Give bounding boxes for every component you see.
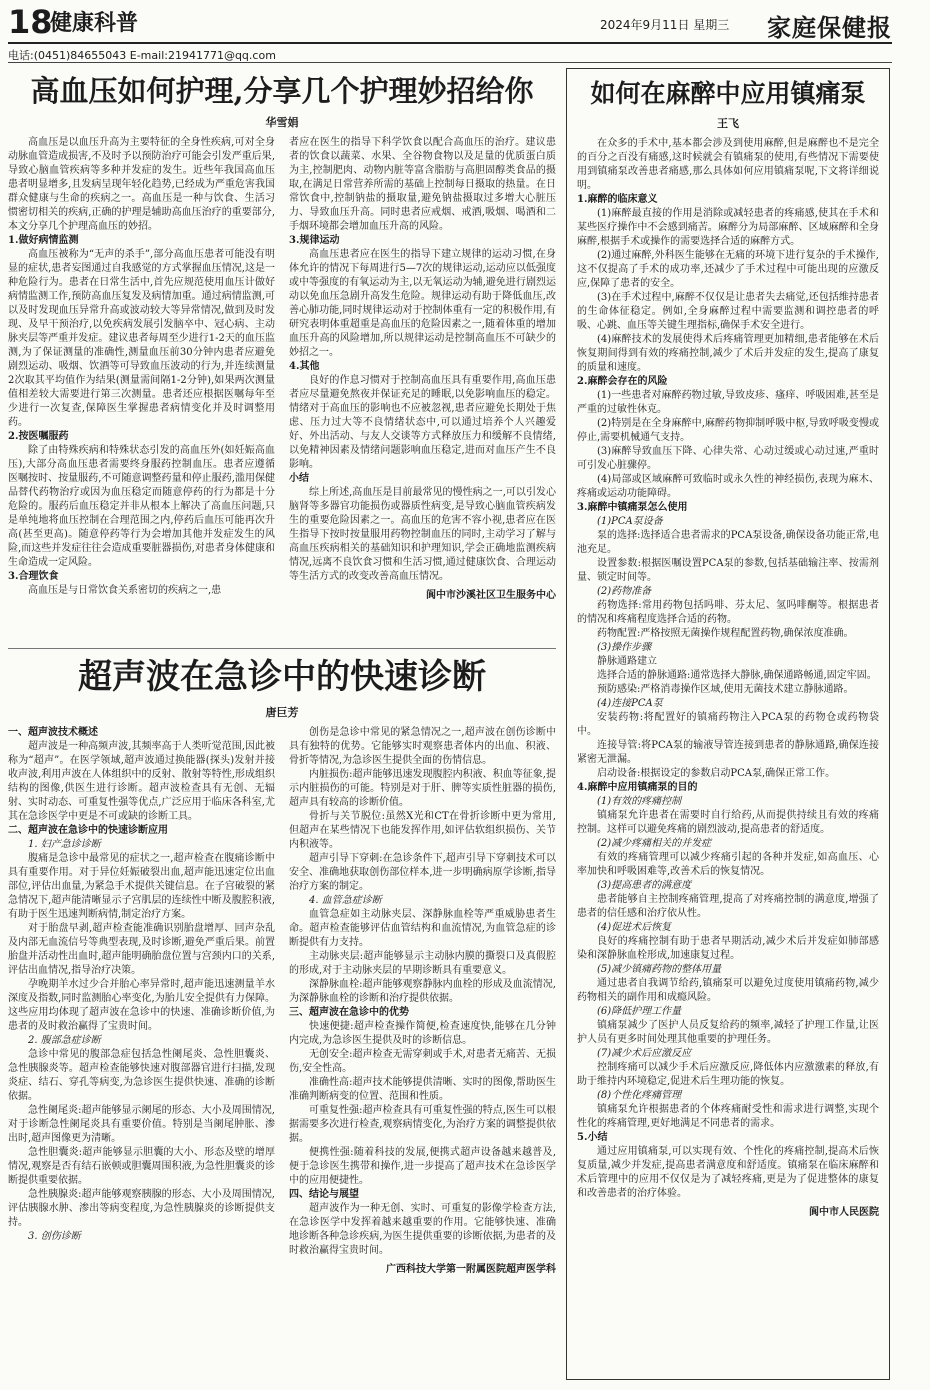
paragraph: 预防感染:严格消毒操作区域,使用无菌技术建立静脉通路。	[597, 684, 854, 695]
section-heading: 四、结论与展望	[289, 1189, 359, 1200]
subsection-heading: (6)降低护理工作量	[597, 1006, 682, 1017]
article-source: 阆中市沙溪社区卫生服务中心	[426, 590, 556, 601]
paragraph: 设置参数:根据医嘱设置PCA泵的参数,包括基础输注率、按需剂量、锁定时间等。	[577, 558, 879, 583]
section-heading: 二、超声波在急诊中的快速诊断应用	[8, 825, 168, 836]
paragraph: 主动脉夹层:超声能够显示主动脉内膜的撕裂口及真假腔的形成,对于主动脉夹层的早期诊断具有重要意义。	[289, 951, 556, 976]
paragraph: 深静脉血栓:超声能够观察静脉内血栓的形成及血流情况,为深静脉血栓的诊断和治疗提供依据。	[289, 979, 556, 1004]
section-heading: 一、超声波技术概述	[8, 727, 98, 738]
paragraph: 可重复性强:超声检查具有可重复性强的特点,医生可以根据需要多次进行检查,观察病情变化,为治疗方案的调整提供依据。	[289, 1105, 556, 1144]
paragraph: (1)一些患者对麻醉药物过敏,导致皮疹、瘙痒、呼吸困难,甚至是严重的过敏性休克。	[577, 390, 879, 415]
subsection-heading: (7)减少术后应激反应	[597, 1048, 692, 1059]
subsection-heading: (1)PCA泵设备	[597, 516, 663, 527]
newspaper-name: 家庭保健报	[767, 13, 892, 42]
subsection-heading: (1)有效的疼痛控制	[597, 796, 682, 807]
paragraph: 静脉通路建立	[597, 656, 657, 667]
paragraph: 安装药物:将配置好的镇痛药物注入PCA泵的药物仓或药物袋中。	[577, 712, 879, 737]
subsection-heading: 1. 妇产急诊诊断	[28, 839, 101, 850]
paragraph: 腹痛是急诊中最常见的症状之一,超声检查在腹痛诊断中具有重要作用。对于异位妊娠破裂出血,超声能迅速定位出血部位,评估出血量,为紧急手术提供关键信息。在子宫破裂的紧急情况下,超声能清晰显示子宫肌层的连续性中断及腹腔积液,有助于医生迅速判断病情,制定治疗方案。	[8, 853, 275, 920]
masthead-rule	[8, 42, 892, 44]
article-source: 广西科技大学第一附属医院超声医学科	[386, 1264, 556, 1275]
column-body	[289, 726, 556, 1258]
section-heading: 5.小结	[577, 1132, 608, 1143]
paragraph: 泵的选择:选择适合患者需求的PCA泵设备,确保设备功能正常,电池充足。	[577, 530, 879, 555]
paragraph: (1)麻醉最直接的作用是消除或减轻患者的疼痛感,使其在手术和某些医疗操作中不会感到痛苦。麻醉分为局部麻醉、区域麻醉和全身麻醉,根据手术或操作的需要选择合适的麻醉方式。	[577, 208, 879, 247]
paragraph: 者应在医生的指导下科学饮食以配合高血压的治疗。建议患者的饮食以蔬菜、水果、全谷物食物以及足量的优质蛋白质为主,控制肥肉、动物内脏等富含脂肪与高胆固醇类食品的摄取,在满足日常营养所需的基础上控制每日摄取的热量。在日常饮食中,控制钠盐的摄取量,避免钠盐摄取过多增大心脏压力、导致血压升高。同时患者应戒烟、戒酒,吸烟、喝酒和二手烟环境都会增加血压升高的风险。	[289, 137, 556, 232]
subsection-heading: 2. 腹部急症诊断	[28, 1035, 101, 1046]
paragraph: 通过患者自我调节给药,镇痛泵可以避免过度使用镇痛药物,减少药物相关的副作用和成瘾风险。	[577, 978, 879, 1003]
article-column	[289, 136, 556, 636]
paragraph: 高血压是与日常饮食关系密切的疾病之一,患	[28, 585, 222, 596]
paragraph: 超声引导下穿刺:在急诊条件下,超声引导下穿刺技术可以安全、准确地获取创伤部位样本,进一步明确病原学诊断,指导治疗方案的制定。	[289, 853, 556, 892]
paragraph: (3)麻醉导致血压下降、心律失常、心动过缓或心动过速,严重时可引发心脏骤停。	[577, 446, 879, 471]
paragraph: 通过应用镇痛泵,可以实现有效、个性化的疼痛控制,提高术后恢复质量,减少并发症,提高患者满意度和舒适度。镇痛泵在临床麻醉和术后管理中的应用不仅仅是为了减轻疼痛,更是为了促进整体的康复和改善患者的治疗体验。	[577, 1146, 879, 1199]
paragraph: 选择合适的静脉通路:通常选择大静脉,确保通路畅通,固定牢固。	[597, 670, 877, 681]
paragraph: (2)通过麻醉,外科医生能够在无痛的环境下进行复杂的手术操作,这不仅提高了手术的成功率,还减少了手术过程中可能出现的应激反应,保障了患者的安全。	[577, 250, 879, 289]
paragraph: 良好的作息习惯对于控制高血压具有重要作用,高血压患者应尽量避免熬夜并保证充足的睡眠,以免影响血压的稳定。情绪对于高血压的影响也不应被忽视,患者应避免长期处于焦虑、压力过大等不良情绪状态中,可以通过培养个人兴趣爱好、外出活动、与友人交谈等方式释放压力和缓解不良情绪,以免精神因素及情绪问题影响血压稳定,进而对血压产生不良影响。	[289, 375, 556, 470]
paragraph: 启动设备:根据设定的参数启动PCA泵,确保正常工作。	[597, 768, 836, 779]
paragraph: 高血压是以血压升高为主要特征的全身性疾病,可对全身动脉血管造成损害,不及时予以预防治疗可能会引发严重后果,导致心脑血管疾病等多种并发症的发生。近些年我国高血压患者明显增多,且发病呈现年轻化趋势,已经成为严重危害我国群众健康与生命的疾病之一。高血压是一种与饮食、生活习惯密切相关的疾病,正确的护理是辅助高血压治疗的重要部分,本文分享几个护理高血压的妙招。	[8, 137, 275, 232]
paragraph: 高血压患者应在医生的指导下建立规律的运动习惯,在身体允许的情况下每周进行5—7次的规律运动,运动应以低强度或中等强度的有氧运动为主,以无氧运动为辅,避免进行剧烈运动以免血压急剧升高发生危险。规律运动有助于降低血压,改善心肺功能,同时规律运动对于控制体重有一定的积极作用,有研究表明体重超重是高血压的危险因素之一,随着体重的增加血压升高的风险增加,所以规律运动是控制高血压不可缺少的妙招之一。	[289, 249, 556, 358]
paragraph: 除了由特殊疾病和特殊状态引发的高血压外(如妊娠高血压),大部分高血压患者需要终身服药控制血压。患者应遵循医嘱按时、按量服药,不可随意调整药量和停止服药,滥用保健品替代药物治疗或因为血压稳定而随意停药的行为都是十分危险的。服药后血压稳定并非从根本上解决了高血压问题,只是单纯地将血压控制在合理范围之内,停药后血压可能再次升高(甚至更高)。随意停药等行为会增加其他并发症发生的风险,而这些并发症往往会造成重要脏器损伤,对患者身体健康和生命造成一定风险。	[8, 445, 275, 568]
paragraph: 药物选择:常用药物包括吗啡、芬太尼、氢吗啡酮等。根据患者的情况和疼痛程度选择合适的药物。	[577, 600, 879, 625]
contact-line: 电话:(0451)84655043 E-mail:21941771@qq.com	[8, 49, 276, 62]
section-heading: 4.麻醉中应用镇痛泵的目的	[577, 782, 698, 793]
paragraph: 创伤是急诊中常见的紧急情况之一,超声波在创伤诊断中具有独特的优势。它能够实时观察患者体内的出血、积液、骨折等情况,为急诊医生提供全面的伤情信息。	[289, 727, 556, 766]
paragraph: 在众多的手术中,基本都会涉及到使用麻醉,但是麻醉也不是完全的百分之百没有痛感,这时候就会有镇痛泵的使用,有些情况下需要使用到镇痛泵改善患者痛感,那么具体如何应用镇痛泵呢,下文将详细说明。	[577, 138, 879, 191]
subsection-heading: (3)提高患者的满意度	[597, 880, 692, 891]
section-title: 健康科普	[50, 10, 139, 36]
article-author: 王飞	[717, 117, 739, 130]
paragraph: 患者能够自主控制疼痛管理,提高了对疼痛控制的满意度,增强了患者的信任感和治疗依从性。	[577, 894, 879, 919]
section-heading: 三、超声波在急诊中的优势	[289, 1007, 409, 1018]
article-columns	[8, 136, 556, 636]
paragraph: (3)在手术过程中,麻醉不仅仅是让患者失去痛觉,还包括维持患者的生命体征稳定。例如,全身麻醉过程中需要监测和调控患者的呼吸、心跳、血压等关键生理指标,确保手术安全进行。	[577, 292, 879, 331]
paragraph: 药物配置:严格按照无菌操作规程配置药物,确保浓度准确。	[597, 628, 854, 639]
subsection-heading: (8)个性化疼痛管理	[597, 1090, 682, 1101]
article-column	[289, 726, 556, 1384]
paragraph: 有效的疼痛管理可以减少疼痛引起的各种并发症,如高血压、心率加快和呼吸困难等,改善术后的恢复情况。	[577, 852, 879, 877]
subsection-heading: (4)连接PCA泵	[597, 698, 663, 709]
paragraph: 骨折与关节脱位:虽然X光和CT在骨折诊断中更为常用,但超声在某些情况下也能发挥作用,如评估软组织损伤、关节内积液等。	[289, 811, 556, 850]
paragraph: 急性胆囊炎:超声能够显示胆囊的大小、形态及壁的增厚情况,观察是否有结石嵌顿或胆囊周围积液,为急性胆囊炎的诊断提供重要依据。	[8, 1147, 275, 1186]
section-heading: 2.麻醉会存在的风险	[577, 376, 668, 387]
paragraph: 超声波是一种高频声波,其频率高于人类听觉范围,因此被称为“超声”。在医学领域,超声波通过换能器(探头)发射并接收声波,利用声波在人体组织中的反射、散射等特性,形成组织结构的图像,供医生进行诊断。超声波检查具有无创、无辐射、实时动态、可重复性强等优点,广泛应用于临床各科室,尤其在急诊医学中更是不可或缺的诊断工具。	[8, 741, 275, 822]
article-source: 阆中市人民医院	[809, 1207, 879, 1218]
paragraph: (2)特别是在全身麻醉中,麻醉药物抑制呼吸中枢,导致呼吸变慢或停止,需要机械通气支持。	[577, 418, 879, 443]
article-body	[577, 137, 879, 1201]
subsection-heading: (4)促进术后恢复	[597, 922, 672, 933]
subsection-heading: (3)操作步骤	[597, 642, 652, 653]
article-title: 超声波在急诊中的快速诊断	[78, 657, 486, 697]
article-divider	[8, 648, 556, 649]
paragraph: 准确性高:超声技术能够提供清晰、实时的图像,帮助医生准确判断病变的位置、范围和性质。	[289, 1077, 556, 1102]
section-heading: 3.合理饮食	[8, 571, 59, 582]
masthead	[0, 0, 930, 62]
article-columns	[8, 726, 556, 1384]
subsection-heading: (2)药物准备	[597, 586, 652, 597]
section-heading: 2.按医嘱服药	[8, 431, 69, 442]
paragraph: 血管急症如主动脉夹层、深静脉血栓等严重威胁患者生命。超声检查能够评估血管结构和血流情况,为血管急症的诊断提供有力支持。	[289, 909, 556, 948]
subsection-heading: 4. 血管急症诊断	[309, 895, 382, 906]
subsection-heading: (5)减少镇痛药物的整体用量	[597, 964, 722, 975]
paragraph: 高血压被称为“无声的杀手”,部分高血压患者可能没有明显的症状,患者妄图通过自我感觉的方式掌握血压情况,这是一种危险行为。患者在日常生活中,首先应规范使用血压计做好病情监测工作,预防高血压复发及病情加重。通过病情监测,可以及时发现血压异常升高或波动较大等异常情况,做到及时发现、及早干预治疗,以免疾病发展引发脑卒中、冠心病、主动脉夹层等严重并发症。建议患者每周至少进行1-2天的血压监测,为了保证测量的准确性,测量血压前30分钟内患者应避免剧烈运动、吸烟、饮酒等可导致血压波动的行为,并连续测量2次取其平均值作为结果(测量需间隔1-2分钟),如果两次测量值相差较大需要进行第三次测量。患者还应根据医嘱每年至少进行一次复查,保障医生掌握患者病情变化并及时调整用药。	[8, 249, 275, 428]
paragraph: 急性胰腺炎:超声能够观察胰腺的形态、大小及周围情况,评估胰腺水肿、渗出等病变程度,为急性胰腺炎的诊断提供支持。	[8, 1189, 275, 1228]
article-analgesic-pump	[566, 68, 890, 1380]
section-heading: 3.规律运动	[289, 235, 340, 246]
article-ultrasound	[8, 654, 556, 1384]
page-number: 18	[8, 3, 53, 41]
section-heading: 4.其他	[289, 361, 320, 372]
paragraph: (4)局部或区域麻醉可致临时或永久性的神经损伤,表现为麻木、疼痛或运动功能障碍。	[577, 474, 879, 499]
article-title: 如何在麻醉中应用镇痛泵	[590, 79, 866, 108]
paragraph: 连接导管:将PCA泵的输液导管连接到患者的静脉通路,确保连接紧密无泄漏。	[577, 740, 879, 765]
article-column	[8, 726, 275, 1384]
subsection-heading: (2)减少疼痛相关的并发症	[597, 838, 712, 849]
section-heading: 1.做好病情监测	[8, 235, 79, 246]
paragraph: 便携性强:随着科技的发展,便携式超声设备越来越普及,便于急诊医生携带和操作,进一步提高了超声技术在急诊医学中的应用便捷性。	[289, 1147, 556, 1186]
subsection-heading: 3. 创伤诊断	[28, 1231, 81, 1242]
section-heading: 3.麻醉中镇痛泵怎么使用	[577, 502, 688, 513]
paragraph: 镇痛泵允许患者在需要时自行给药,从而提供持续且有效的疼痛控制。这样可以避免疼痛的剧烈波动,提高患者的舒适度。	[577, 810, 879, 835]
paragraph: 孕晚期羊水过少合并胎心率异常时,超声能迅速测量羊水深度及指数,同时监测胎心率变化,为胎儿安全提供有力保障。这些应用均体现了超声波在急诊中的快速、准确诊断价值,为患者的及时救治赢得了宝贵时间。	[8, 979, 275, 1032]
paragraph: 快速便捷:超声检查操作简便,检查速度快,能够在几分钟内完成,为急诊医生提供及时的诊断信息。	[289, 1021, 556, 1046]
paragraph: 镇痛泵减少了医护人员反复给药的频率,减轻了护理工作量,让医护人员有更多时间处理其他重要的护理任务。	[577, 1020, 879, 1045]
column-body	[289, 136, 556, 584]
paragraph: 急性阑尾炎:超声能够显示阑尾的形态、大小及周围情况,对于诊断急性阑尾炎具有重要价值。特别是当阑尾肿胀、渗出时,超声图像更为清晰。	[8, 1105, 275, 1144]
article-title: 高血压如何护理,分享几个护理妙招给你	[30, 74, 534, 108]
paragraph: 综上所述,高血压是目前最常见的慢性病之一,可以引发心脑肾等多器官功能损伤或器质性病变,是导致心脑血管疾病发生的重要危险因素之一。高血压的危害不容小视,患者应在医生指导下按时按量服用药物控制血压的同时,主动学习了解与高血压疾病相关的基础知识和护理知识,学会正确地监测疾病情况,远离不良饮食习惯和生活习惯,通过健康饮食、合理运动等生活方式的改变改善高血压情况。	[289, 487, 556, 582]
contact-rule	[8, 62, 892, 63]
paragraph: 急诊中常见的腹部急症包括急性阑尾炎、急性胆囊炎、急性胰腺炎等。超声检查能够快速对腹部器官进行扫描,发现炎症、结石、穿孔等病变,为急诊医生提供快速、准确的诊断依据。	[8, 1049, 275, 1102]
article-author: 唐巨芳	[265, 706, 299, 719]
paragraph: 内脏损伤:超声能够迅速发现腹腔内积液、积血等征象,提示内脏损伤的可能。特别是对于肝、脾等实质性脏器的损伤,超声具有较高的诊断价值。	[289, 769, 556, 808]
paragraph: 无创安全:超声检查无需穿刺或手术,对患者无痛苦、无损伤,安全性高。	[289, 1049, 556, 1074]
paragraph: 对于胎盘早剥,超声检查能准确识别胎盘增厚、回声杂乱及内部无血流信号等典型表现,及时诊断,避免严重后果。前置胎盘并活动性出血时,超声能明确胎盘位置与宫颈内口的关系,评估出血情况,指导治疗决策。	[8, 923, 275, 976]
paragraph: (4)麻醉技术的发展使得术后疼痛管理更加精细,患者能够在术后恢复期间得到有效的疼痛控制,减少了术后并发症的发生,提高了康复的质量和速度。	[577, 334, 879, 373]
section-heading: 小结	[289, 473, 309, 484]
paragraph: 控制疼痛可以减少手术后应激反应,降低体内应激激素的释放,有助于维持内环境稳定,促进术后生理功能的恢复。	[577, 1062, 879, 1087]
paragraph: 超声波作为一种无创、实时、可重复的影像学检查方法,在急诊医学中发挥着越来越重要的作用。它能够快速、准确地诊断各种急诊疾病,为医生提供重要的诊断依据,为患者的及时救治赢得宝贵时间。	[289, 1203, 556, 1256]
paragraph: 良好的疼痛控制有助于患者早期活动,减少术后并发症如肺部感染和深静脉血栓形成,加速康复过程。	[577, 936, 879, 961]
section-heading: 1.麻醉的临床意义	[577, 194, 658, 205]
paragraph: 镇痛泵允许根据患者的个体疼痛耐受性和需求进行调整,实现个性化的疼痛管理,更好地满足不同患者的需求。	[577, 1104, 879, 1129]
article-author: 华雪娟	[265, 116, 299, 129]
article-hypertension	[8, 72, 556, 644]
issue-date: 2024年9月11日 星期三	[600, 18, 730, 32]
article-column	[8, 136, 275, 636]
